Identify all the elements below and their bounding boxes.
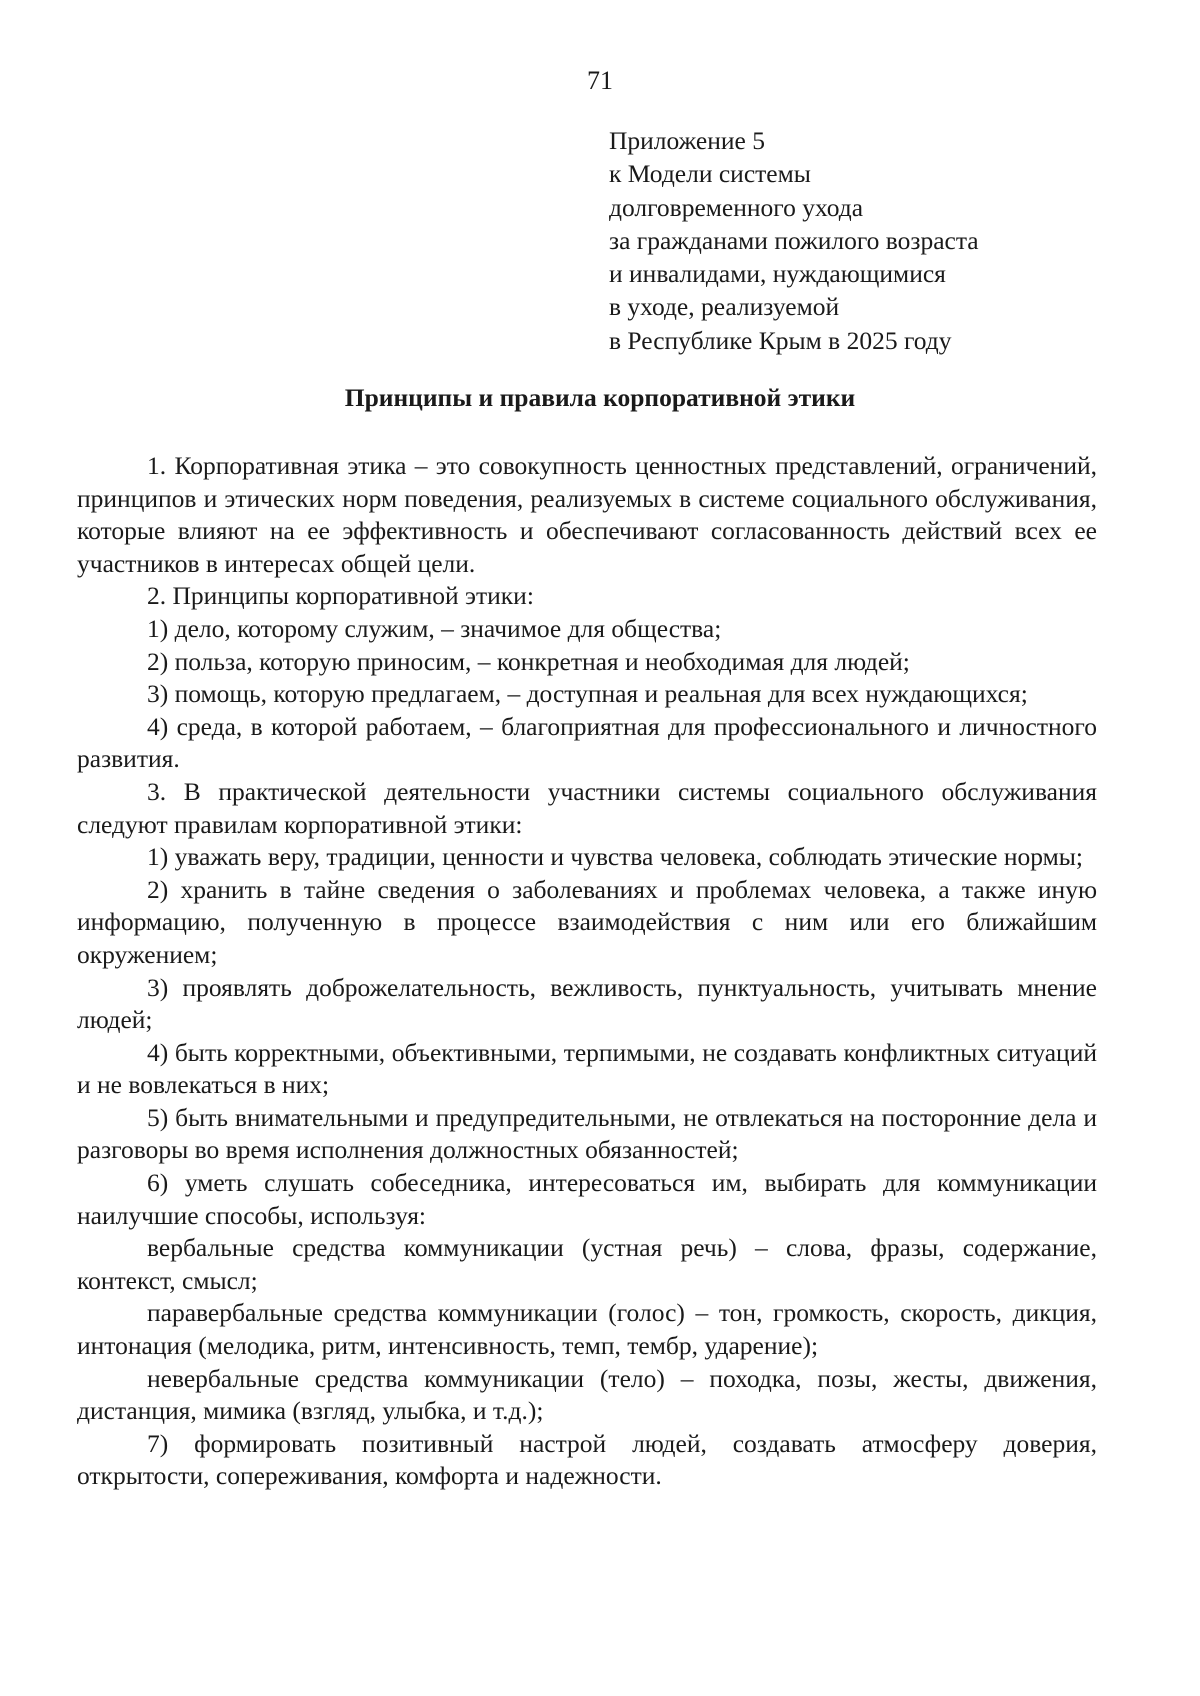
appendix-line: долговременного ухода [609,192,864,222]
appendix-line: и инвалидами, нуждающимися [609,259,946,289]
appendix-line: к Модели системы [609,159,811,189]
principle-item: 3) помощь, которую предлагаем, – доступная и реальная для всех нуждающихся; [147,679,1028,709]
appendix-header [609,124,1129,357]
page-number: 71 [587,66,613,95]
appendix-line: Приложение 5 [609,126,765,155]
paragraph-definition: 1. Корпоративная этика – это совокупность ценностных представлений, ограничений, принципов и этических норм поведения, реализуемых в системе социального обслуживания, которые влияют на ее эффективность и обеспечивают согласованность действий всех ее участников в интересах общей цели. [77,451,1097,578]
principle-item: 2) польза, которую приносим, – конкретная и необходимая для людей; [147,646,910,676]
rule-item: 4) быть корректными, объективными, терпимыми, не создавать конфликтных ситуаций и не вовлекаться в них; [77,1037,1097,1100]
communication-means-item: паравербальные средства коммуникации (голос) – тон, громкость, скорость, дикция, интонация (мелодика, ритм, интенсивность, темп, тембр, ударение); [77,1298,1097,1361]
appendix-line: в Республике Крым в 2025 году [609,325,952,355]
rule-item: 5) быть внимательными и предупредительными, не отвлекаться на посторонние дела и разговоры во время исполнения должностных обязанностей; [77,1102,1097,1165]
rule-item: 6) уметь слушать собеседника, интересоваться им, выбирать для коммуникации наилучшие способы, используя: [77,1168,1097,1230]
principle-item: 1) дело, которому служим, – значимое для общества; [147,613,722,643]
rule-item: 7) формировать позитивный настрой людей, создавать атмосферу доверия, открытости, сопереживания, комфорта и надежности. [77,1428,1097,1491]
document-body [77,450,1097,1493]
communication-means-item: вербальные средства коммуникации (устная речь) – слова, фразы, содержание, контекст, смысл; [77,1233,1097,1295]
appendix-line: в уходе, реализуемой [609,292,840,322]
paragraph-rules-heading: 3. В практической деятельности участники системы социального обслуживания следуют правилам корпоративной этики: [77,776,1097,839]
paragraph-principles-heading: 2. Принципы корпоративной этики: [147,581,534,611]
communication-means-item: невербальные средства коммуникации (тело) – походка, позы, жесты, движения, дистанция, мимика (взгляд, улыбка, и т.д.); [77,1363,1097,1426]
principle-item: 4) среда, в которой работаем, – благоприятная для профессионального и личностного развития. [77,711,1097,774]
rule-item: 1) уважать веру, традиции, ценности и чувства человека, соблюдать этические нормы; [147,842,1083,872]
document-title: Принципы и правила корпоративной этики [344,383,856,412]
rule-item: 3) проявлять доброжелательность, вежливость, пунктуальность, учитывать мнение людей; [77,972,1097,1035]
appendix-line: за гражданами пожилого возраста [609,225,979,255]
rule-item: 2) хранить в тайне сведения о заболеваниях и проблемах человека, а также иную информацию, полученную в процессе взаимодействия с ним или его ближайшим окружением; [77,874,1097,969]
